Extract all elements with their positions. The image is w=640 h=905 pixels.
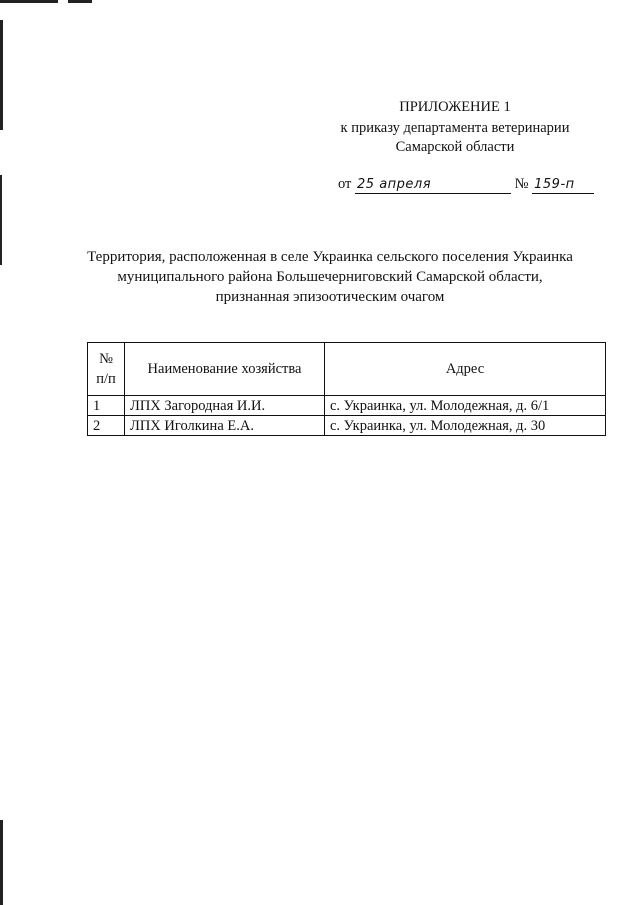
header-name: Наименование хозяйства <box>125 343 325 396</box>
order-from-label: от <box>338 176 352 192</box>
header-number <box>88 343 125 396</box>
header-number-top: № <box>99 351 113 367</box>
row-name: ЛПХ Загородная И.И. <box>125 396 325 416</box>
header-address: Адрес <box>325 343 606 396</box>
scan-artifact-top <box>68 0 92 3</box>
appendix-title: ПРИЛОЖЕНИЕ 1 <box>399 99 511 115</box>
row-address: с. Украинка, ул. Молодежная, д. 6/1 <box>325 396 606 416</box>
order-reference <box>338 176 608 194</box>
appendix-line: Самарской области <box>395 139 515 155</box>
appendix-line: к приказу департамента ветеринарии <box>340 120 570 136</box>
scan-artifact-left <box>0 820 3 905</box>
appendix-block <box>310 98 600 157</box>
scan-artifact-top <box>0 0 58 3</box>
scan-artifact-left <box>0 20 3 130</box>
table-header-row <box>88 343 606 396</box>
header-number-bottom: п/п <box>96 371 116 387</box>
table-row <box>88 396 606 416</box>
row-number: 1 <box>88 396 125 416</box>
order-number: 159-п <box>532 177 594 194</box>
row-number: 2 <box>88 416 125 436</box>
heading-line: Территория, расположенная в селе Украинка сельского поселения Украинка <box>87 249 573 265</box>
scan-artifact-left <box>0 175 2 265</box>
row-address: с. Украинка, ул. Молодежная, д. 30 <box>325 416 606 436</box>
heading-line: признанная эпизоотическим очагом <box>215 289 445 305</box>
row-name: ЛПХ Иголкина Е.А. <box>125 416 325 436</box>
households-table <box>87 342 606 436</box>
document-heading <box>80 247 580 307</box>
heading-line: муниципального района Большечерниговский Самарской области, <box>117 269 543 285</box>
order-date: 25 апреля <box>355 177 511 194</box>
table-row <box>88 416 606 436</box>
order-number-label: № <box>514 176 529 192</box>
